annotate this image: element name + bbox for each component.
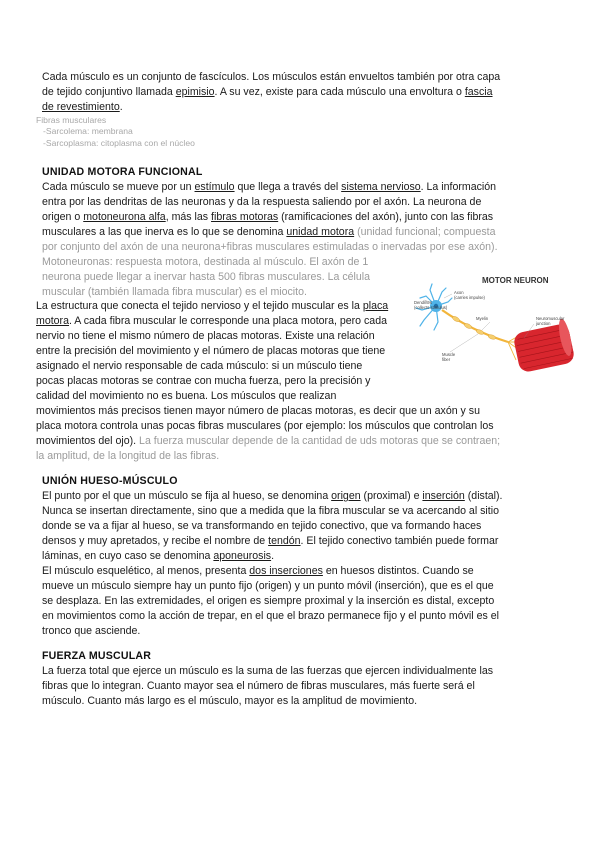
text-line: entra por las dendritas de las neuronas y da la respuesta saliendo por el axón. La neurona de — [42, 196, 482, 208]
note-sarcolema: -Sarcolema: membrana — [43, 126, 133, 136]
text-line: El músculo esquelético, al menos, presenta dos inserciones en huesos distintos. Cuando se — [42, 565, 474, 577]
text-line: la amplitud, de la longitud de las fibras. — [36, 450, 220, 462]
text-line: músculo. Cuanto más largo es el músculo, mayor es la amplitud de movimiento. — [42, 695, 418, 707]
text-line: placa motora controla unas pocas fibras musculares (por ejemplo: los músculos que controlan los — [36, 420, 494, 432]
text-line: mueve un músculo siempre hay un punto fijo (origen) y un punto móvil (inserción), que es el que — [42, 580, 494, 592]
text-line: pocas placas motoras se contrae con mucha fuerza, pero la precisión y — [36, 375, 371, 387]
text-line: entre la precisión del movimiento y el número de placas motoras que tiene — [36, 345, 386, 357]
intro-paragraph — [42, 70, 562, 115]
fuerza-paragraph — [42, 664, 562, 709]
text-line: se desplaza. En las extremidades, el origen es siempre proximal y la inserción es distal, excepto — [42, 595, 495, 607]
label-dendrites: Dendrites (collects stimulus) — [414, 300, 448, 310]
text-line: movimientos del ojo). La fuerza muscular depende de la cantidad de uds motoras que se contraen; — [36, 435, 501, 447]
motor-neuron-illustration — [412, 272, 580, 384]
label-axon: Axon (carries impulse) — [454, 290, 485, 300]
term-unidad-motora: unidad motora — [286, 226, 355, 238]
text-line: asignado el nervio responsable de cada músculo: si un músculo tiene — [36, 360, 363, 372]
text-line: por conjunto del axón de una neurona+fibras musculares estimuladas o inervadas por ese axón). — [42, 241, 498, 253]
text-line: motora. A cada fibra muscular le corresponde una placa motora, pero cada — [36, 315, 387, 327]
term-origen: origen — [331, 490, 361, 502]
text-line: de revestimiento. — [42, 101, 123, 113]
text-line: densos y muy apretados, y recibe el nombre de tendón. El tejido conectivo también puede formar — [42, 535, 499, 547]
term-motora: motora — [36, 315, 69, 327]
text-line: muscular (también llamada fibra muscular) es el miocito. — [42, 286, 307, 298]
term-fascia: fascia — [464, 86, 493, 98]
note-sarcoplasma: -Sarcoplasma: citoplasma con el núcleo — [43, 138, 195, 148]
label-nmj: Neuromuscular junction — [536, 316, 565, 326]
label-muscle-fiber: Muscle fiber — [442, 352, 456, 362]
text-line: La fuerza total que ejerce un músculo es la suma de las fuerzas que ejercen individualmente las — [42, 665, 494, 677]
section-heading-fuerza: FUERZA MUSCULAR — [42, 650, 152, 662]
muscle-fiber-icon — [512, 318, 575, 374]
text-line: Cada músculo se mueve por un estímulo que llega a través del sistema nervioso. La información — [42, 181, 497, 193]
term-placa: placa — [362, 300, 389, 312]
note-title: Fibras musculares — [36, 115, 107, 125]
section-heading-union: UNIÓN HUESO-MÚSCULO — [42, 475, 178, 487]
text-line: movimientos más precisos tienen mayor número de placas motoras, es decir que un axón y su — [36, 405, 480, 417]
text-line: en movimientos como la acción de trepar, en el que el brazo permanece fijo y el punto móvil es el — [42, 610, 499, 622]
text-line: de tejido conjuntivo llamada epimisio. A su vez, existe para cada músculo una envoltura o fascia — [42, 86, 493, 98]
text-line: Motoneuronas: respuesta motora, destinada al músculo. El axón de 1 — [42, 256, 369, 268]
text-line: fibras que lo integran. Cuanto mayor sea el número de fibras musculares, más fuerte será el — [42, 680, 475, 692]
text-line: tronco que asciende. — [42, 625, 141, 637]
section-heading-unidad-motora: UNIDAD MOTORA FUNCIONAL — [42, 166, 203, 178]
text-line: Nunca se insertan directamente, sino que a medida que la fibra muscular se va acercando al sitio — [42, 505, 499, 517]
text-line: calidad del movimiento no es buena. Los músculos que realizan — [36, 390, 337, 402]
term-revestimiento: de revestimiento — [42, 101, 120, 113]
motor-neuron-figure — [412, 272, 580, 384]
term-aponeurosis: aponeurosis — [213, 550, 272, 562]
text-line: El punto por el que un músculo se fija al hueso, se denomina origen (proximal) e inserción (distal). — [42, 490, 503, 502]
term-tendon: tendón — [268, 535, 301, 547]
text-line: láminas, en cuyo caso se denomina aponeurosis. — [42, 550, 275, 562]
term-estimulo: estímulo — [194, 181, 235, 193]
term-motoneurona-alfa: motoneurona alfa — [83, 211, 166, 223]
figure-title: MOTOR NEURON — [482, 276, 549, 285]
text-line: nervio no tiene el mismo número de placas motoras. Existe una relación — [36, 330, 375, 342]
term-dos-inserciones: dos inserciones — [249, 565, 323, 577]
term-epimisio: epimisio — [175, 86, 215, 98]
term-fibras-motoras: fibras motoras — [211, 211, 279, 223]
term-sistema-nervioso: sistema nervioso — [341, 181, 421, 193]
term-insercion: inserción — [422, 490, 465, 502]
text-line: Cada músculo es un conjunto de fascículos. Los músculos están envueltos también por otra capa — [42, 71, 501, 83]
text-line: donde se va a fijar al hueso, se va transformando en tejido conectivo, que va formando haces — [42, 520, 482, 532]
text-line: musculares a las que inerva es lo que se denomina unidad motora (unidad funcional; compuesta — [42, 226, 496, 238]
text-line: neurona puede llegar a inervar hasta 500 fibras musculares. La célula — [42, 271, 371, 283]
union-paragraph — [42, 489, 562, 639]
text-line: origen o motoneurona alfa, más las fibras motoras (ramificaciones del axón), junto con las fibras — [42, 211, 494, 223]
label-myelin: Myelin — [476, 316, 489, 321]
text-line: La estructura que conecta el tejido nervioso y el tejido muscular es la placa — [36, 300, 389, 312]
